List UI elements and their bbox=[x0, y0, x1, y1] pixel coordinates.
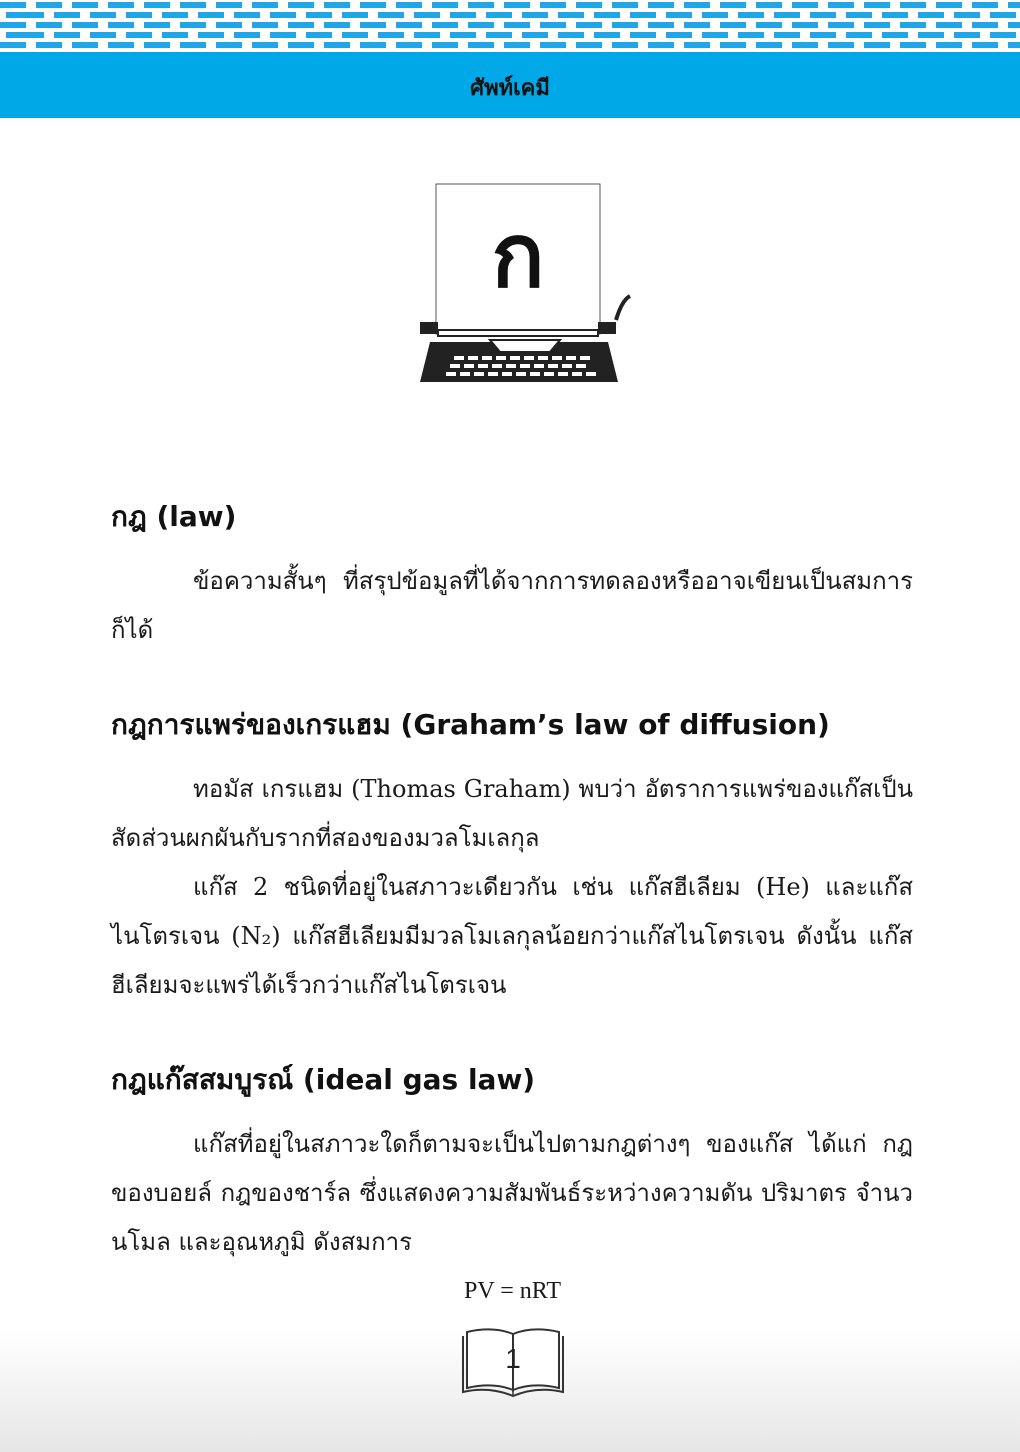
glossary-content bbox=[111, 495, 913, 1315]
definition-paragraph: แก๊ส 2 ชนิดที่อยู่ในสภาวะเดียวกัน เช่น แก๊สฮีเลียม (He) และแก๊สไนโตรเจน (N₂) แก๊สฮีเลียมมีมวลโมเลกุลน้อยกว่าแก๊สไนโตรเจน ดังนั้น แก๊สฮีเลียมจะแพร่ได้เร็วกว่าแก๊สไนโตรเจน bbox=[111, 873, 913, 999]
emblem-letter: ก bbox=[491, 204, 545, 307]
term-heading: กฎ (law) bbox=[111, 500, 237, 533]
definition-paragraph: ทอมัส เกรแฮม (Thomas Graham) พบว่า อัตราการแพร่ของแก๊สเป็นสัดส่วนผกผันกับรากที่สองของมวลโมเลกุล bbox=[111, 775, 913, 852]
term-heading: กฎแก๊สสมบูรณ์ (ideal gas law) bbox=[111, 1063, 536, 1096]
entry-grahams-law bbox=[111, 703, 913, 1010]
definition-paragraph: แก๊สที่อยู่ในสภาวะใดก็ตามจะเป็นไปตามกฎต่างๆ ของแก๊ส ได้แก่ กฎของบอยล์ กฎของชาร์ล ซึ่งแสดงความสัมพันธ์ระหว่างความดัน ปริมาตร จำนวนโมล และอุณหภูมิ ดังสมการ bbox=[111, 1130, 913, 1256]
definition-paragraph: ข้อความสั้นๆ ที่สรุปข้อมูลที่ได้จากการทดลองหรืออาจเขียนเป็นสมการก็ได้ bbox=[111, 567, 913, 644]
header-stripes bbox=[0, 0, 1020, 52]
term-heading: กฎการแพร่ของเกรแฮม (Graham’s law of diffusion) bbox=[111, 708, 830, 741]
entry-law bbox=[111, 495, 913, 655]
entry-ideal-gas-law bbox=[111, 1058, 913, 1267]
page-number: 1 bbox=[505, 1343, 521, 1374]
header-title: ศัพท์เคมี bbox=[470, 76, 550, 101]
equation: PV = nRT bbox=[463, 1278, 561, 1304]
